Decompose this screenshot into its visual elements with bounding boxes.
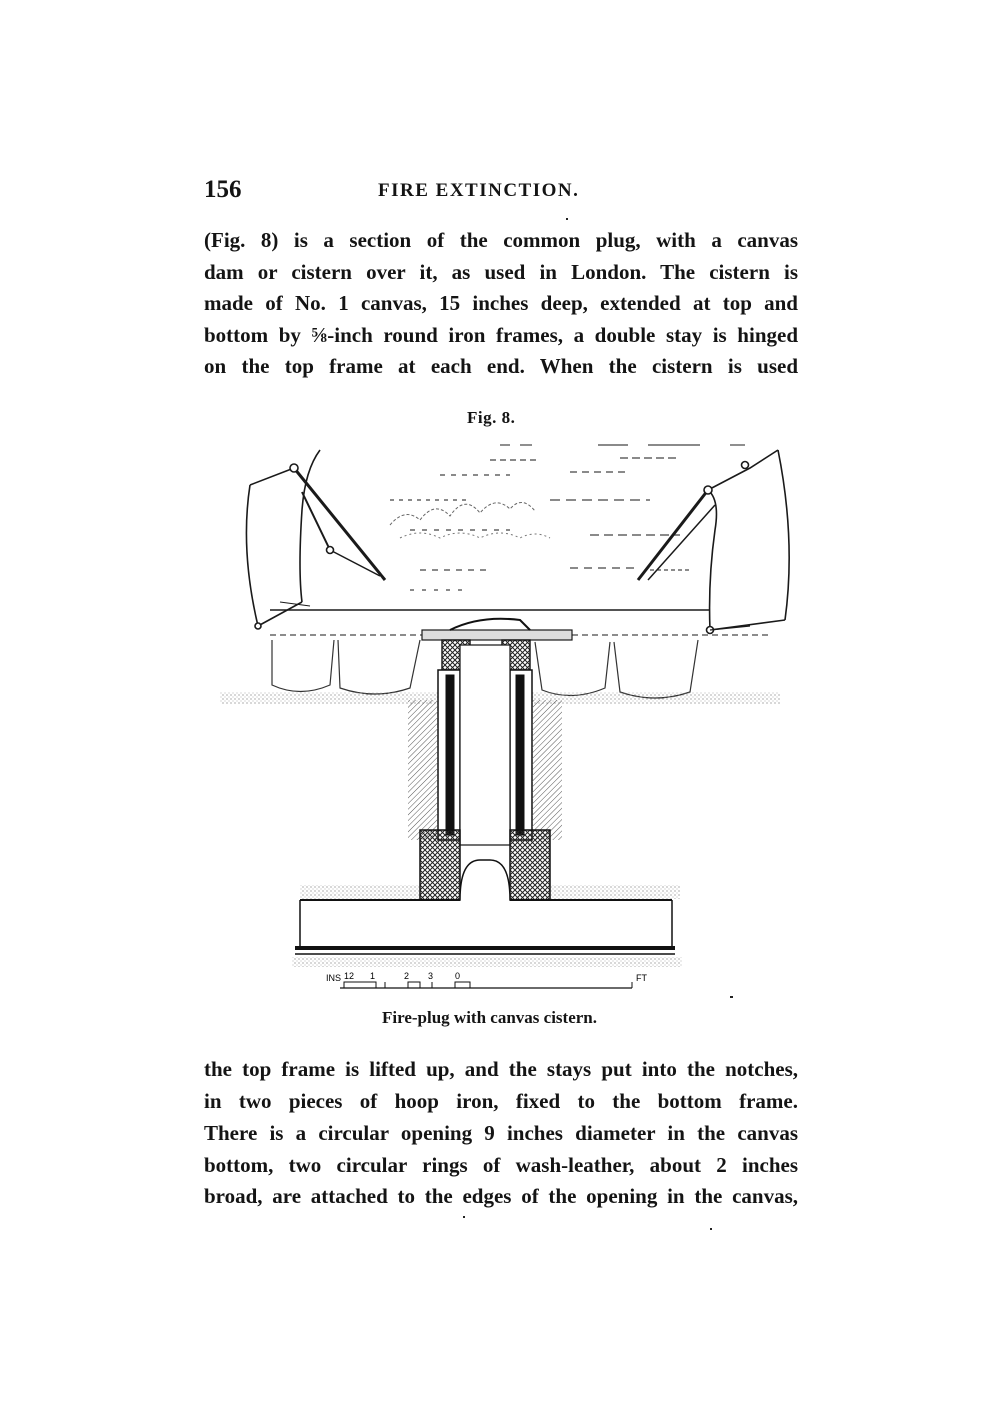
water-surface-lines [390, 445, 745, 590]
scale-right-unit: FT [636, 973, 647, 983]
water-ripple [400, 533, 550, 538]
scale-tick-label: 3 [428, 971, 434, 981]
page-number: 156 [204, 176, 242, 203]
print-speck [566, 218, 568, 220]
earth-fill [300, 885, 420, 899]
scale-left-unit: INS [326, 973, 342, 983]
figure-label: Fig. 8. [467, 408, 516, 427]
scale-tick-label: 12 [344, 971, 355, 981]
water-main [295, 900, 675, 954]
text-line: bottom, two circular rings of wash-leather, about 2 inches [204, 1153, 798, 1177]
text-line: on the top frame at each end. When the cistern is used [204, 354, 798, 378]
text-line: in two pieces of hoop iron, fixed to the bottom frame. [204, 1089, 798, 1113]
lower-ground [292, 957, 682, 967]
scale-bar [326, 971, 647, 988]
print-speck [730, 996, 733, 998]
water-ripple [390, 502, 535, 525]
running-head: FIRE EXTINCTION. [378, 180, 580, 201]
text-line: broad, are attached to the edges of the opening in the canvas, [204, 1184, 798, 1208]
left-canvas-wall [246, 450, 385, 629]
scale-tick-label: 0 [455, 971, 461, 981]
text-line: made of No. 1 canvas, 15 inches deep, extended at top and [204, 291, 798, 315]
right-canvas-wall [638, 450, 789, 634]
earth-fill [550, 885, 680, 899]
plug-barrel [408, 645, 562, 845]
text-line: dam or cistern over it, as used in London. The cistern is [204, 260, 798, 284]
scale-tick-label: 1 [370, 971, 376, 981]
scale-tick-label: 2 [404, 971, 410, 981]
print-speck [710, 1228, 712, 1230]
print-speck [463, 1216, 465, 1218]
figure-illustration [210, 430, 800, 1000]
text-line: the top frame is lifted up, and the stays put into the notches, [204, 1057, 798, 1081]
text-line: There is a circular opening 9 inches diameter in the canvas [204, 1121, 798, 1145]
figure-caption: Fire-plug with canvas cistern. [382, 1008, 598, 1027]
text-line: bottom by ⅝-inch round iron frames, a double stay is hinged [204, 323, 798, 347]
text-line: (Fig. 8) is a section of the common plug, with a canvas [204, 228, 798, 252]
cistern-bottom-frame [270, 610, 770, 640]
fire-plug-drawing [210, 430, 800, 1000]
